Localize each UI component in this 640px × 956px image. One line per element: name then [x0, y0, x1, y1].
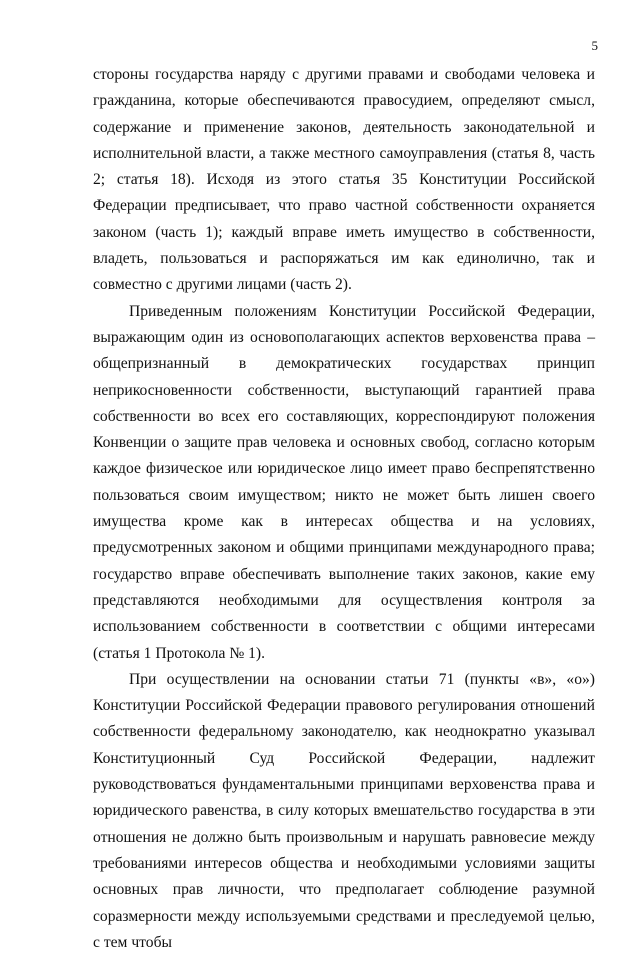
- paragraph-2: Приведенным положениям Конституции Российской Федерации, выражающим один из основополагающих аспектов верховенства права – общепризнанный в демократических государствах принцип неприкосновенности собственности, выступающий гарантией права собственности во всех его составляющих, корреспондируют положения Конвенции о защите прав человека и основных свобод, согласно которым каждое физическое или юридическое лицо имеет право беспрепятственно пользоваться своим имуществом; никто не может быть лишен своего имущества кроме как в интересах общества и на условиях, предусмотренных законом и общими принципами международного права; государство вправе обеспечивать выполнение таких законов, какие ему представляются необходимыми для осуществления контроля за использованием собственности в соответствии с общими интересами (статья 1 Протокола № 1).: [93, 302, 595, 662]
- paragraph-1: стороны государства наряду с другими правами и свободами человека и гражданина, которые обеспечиваются правосудием, определяют смысл, содержание и применение законов, деятельность законодательной и исполнительной власти, а также местного самоуправления (статья 8, часть 2; статья 18). Исходя из этого статья 35 Конституции Российской Федерации предписывает, что право частной собственности охраняется законом (часть 1); каждый вправе иметь имущество в собственности, владеть, пользоваться и распоряжаться им как единолично, так и совместно с другими лицами (часть 2).: [93, 66, 595, 294]
- paragraph-3: При осуществлении на основании статьи 71 (пункты «в», «о») Конституции Российской Федерации правового регулирования отношений собственности федеральному законодателю, как неоднократно указывал Конституционный Суд Российской Федерации, надлежит руководствоваться фундаментальными принципами верховенства права и юридического равенства, в силу которых вмешательство государства в эти отношения не должно быть произвольным и нарушать равновесие между требованиями интересов общества и необходимыми условиями защиты основных прав личности, что предполагает соблюдение разумной соразмерности между используемыми средствами и преследуемой целью, с тем чтобы: [93, 670, 595, 951]
- body-text: [93, 62, 595, 956]
- page-number: 5: [591, 38, 598, 53]
